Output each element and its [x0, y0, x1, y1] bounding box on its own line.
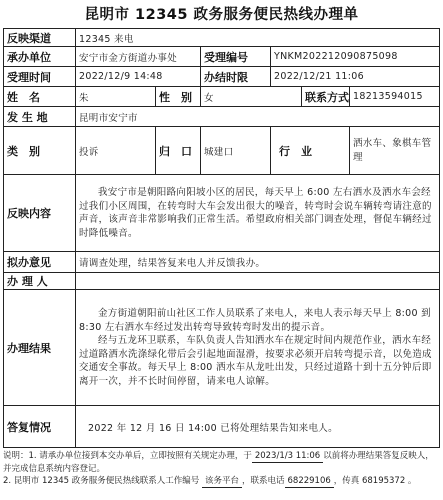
industry-value: 洒水车、象棋车管理	[350, 127, 440, 175]
row-result	[4, 290, 440, 406]
row-category	[4, 127, 440, 175]
row-reply	[4, 406, 440, 448]
content-cell	[76, 175, 440, 252]
footer-note-2-mid: ，联系电话	[241, 476, 285, 486]
operator-label: 办 理 人	[4, 273, 76, 290]
result-label: 办理结果	[4, 290, 76, 406]
footer-note-2-text: 2. 昆明市 12345 政务服务便民热线联系人工作编号	[3, 476, 200, 486]
attribution-value: 城建口	[201, 127, 271, 175]
row-proposal	[4, 252, 440, 273]
result-cell	[76, 290, 440, 406]
reply-deadline-date: 2023/1/3 11:06	[252, 450, 323, 463]
attribution-label: 归 口	[156, 127, 201, 175]
footer-note-1-tail: 以前将办理结果答复反映人，并完成信息系统内容登记。	[3, 451, 434, 474]
contact-value: 18213594015	[350, 87, 440, 107]
deadline-value: 2022/12/21 11:06	[271, 67, 440, 87]
proposal-value: 请调查处理，结果答复来电人并反馈我办。	[76, 252, 440, 273]
form-title: 昆明市 12345 政务服务便民热线办理单	[84, 7, 359, 23]
row-time	[4, 67, 440, 87]
name-label: 姓 名	[4, 87, 76, 107]
hotline-fax-text: ，传真 68195372 。	[333, 476, 417, 486]
accept-time-value: 2022/12/9 14:48	[76, 67, 201, 87]
hotline-phone: 68229106	[285, 475, 334, 488]
case-no-label: 受理编号	[201, 47, 271, 67]
proposal-label: 拟办意见	[4, 252, 76, 273]
footer-note-1-text: 说明：1. 请承办单位接到本交办单后，立即按照有关规定办理，于	[3, 451, 252, 461]
operator-value	[76, 273, 440, 290]
row-handler	[4, 47, 440, 67]
handler-unit-value: 安宁市金方街道办事处	[76, 47, 201, 67]
form-footer-notes	[3, 450, 439, 488]
content-value: 我安宁市是朝阳路向阳坡小区的居民，每天早上 6:00 左右洒水及洒水车会经过我们小区周围，在转弯时大车会发出很大的噪音，转弯时会说车辆转弯请注意的声音，该声音非常影响我们正常生活。希望政府相关部门调查处理，督促车辆经过时降低噪音。	[79, 187, 432, 239]
row-channel	[4, 29, 440, 47]
gender-label: 性 别	[156, 87, 201, 107]
row-operator	[4, 273, 440, 290]
handler-unit-label: 承办单位	[4, 47, 76, 67]
deadline-label: 办结时限	[201, 67, 271, 87]
category-label: 类 别	[4, 127, 76, 175]
case-no-value: YNKM202212090875098	[271, 47, 440, 67]
row-person	[4, 87, 440, 107]
footer-note-1	[3, 450, 439, 475]
reply-label: 答复情况	[4, 406, 76, 448]
hotline-staff-id: 该务平台	[202, 475, 242, 488]
reply-value: 2022 年 12 月 16 日 14:00 已将处理结果告知来电人。	[76, 406, 440, 448]
industry-label: 行 业	[271, 127, 350, 175]
row-location	[4, 107, 440, 127]
content-label: 反映内容	[4, 175, 76, 252]
channel-value: 12345 来电	[76, 29, 440, 47]
contact-label: 联系方式	[302, 87, 350, 107]
accept-time-label: 受理时间	[4, 67, 76, 87]
category-value: 投诉	[76, 127, 156, 175]
name-value: 朱	[76, 87, 156, 107]
row-content	[4, 175, 440, 252]
footer-note-2	[3, 475, 439, 488]
handling-form-table	[3, 28, 440, 448]
gender-value: 女	[201, 87, 302, 107]
location-value: 昆明市安宁市	[76, 107, 440, 127]
channel-label: 反映渠道	[4, 29, 76, 47]
result-paragraph-2: 经与五龙环卫联系，车队负责人告知洒水车在规定时间内规范作业，洒水车经过道路洒水洗涤绿化带后会引起地面湿滑，按要求必须开启转弯提示音，以免造成交通安全事故。每天早上 8:00 洒水车从龙吐出发，只经过道路十到十五分钟后即离开一次，并不长时间停留，请来电人谅解。	[79, 335, 432, 387]
result-paragraph-1: 金方街道朝阳前山社区工作人员联系了来电人，来电人表示每天早上 8:00 到 8:30 左右洒水车经过发出转弯导致转弯时发出的提示音。	[79, 308, 431, 333]
location-label: 发 生 地	[4, 107, 76, 127]
